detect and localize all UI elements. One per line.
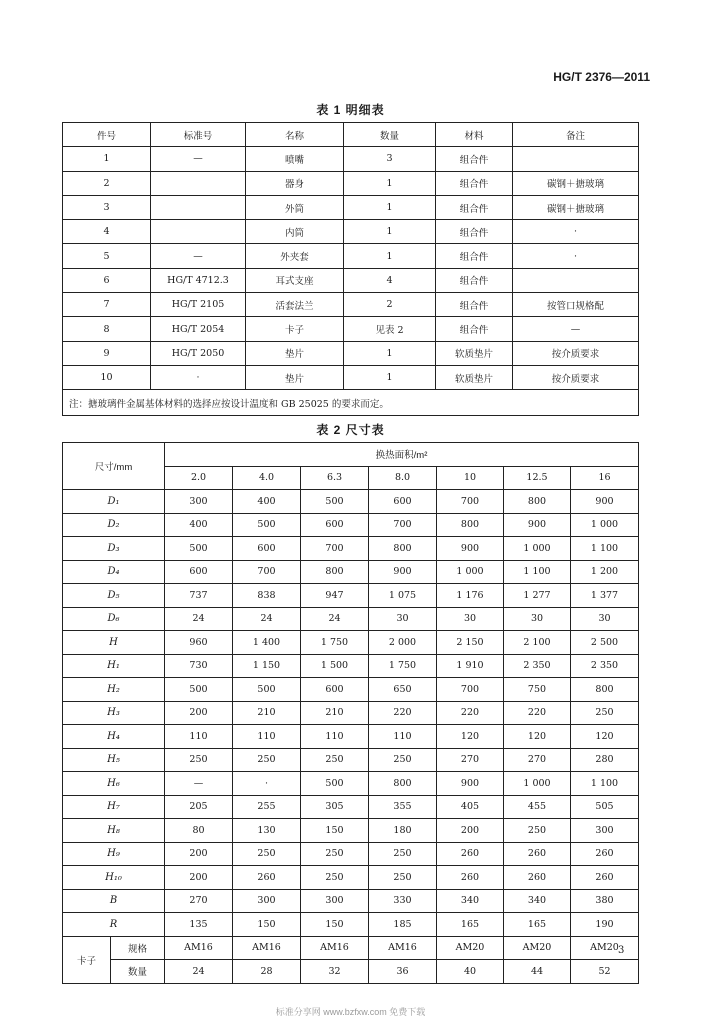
- clamp-row-label: 规格: [111, 936, 165, 960]
- table-row: [63, 584, 639, 608]
- dimension-label: H₁: [63, 654, 165, 678]
- table-cell: 30: [504, 607, 571, 631]
- table-cell: 900: [571, 490, 639, 514]
- area-column-header: 8.0: [369, 466, 437, 490]
- table-cell: ·: [513, 244, 639, 268]
- table-cell: 400: [233, 490, 301, 514]
- table-cell: 280: [571, 748, 639, 772]
- table-row: [63, 936, 639, 960]
- table-cell: 250: [233, 748, 301, 772]
- table1-caption: 表 1 明细表: [316, 103, 385, 117]
- area-column-header: 10: [437, 466, 504, 490]
- table-cell: 800: [369, 772, 437, 796]
- table-cell: 36: [369, 960, 437, 984]
- table-row: [63, 220, 639, 244]
- table-cell: 1: [344, 341, 436, 365]
- table-cell: 210: [233, 701, 301, 725]
- table-cell: 838: [233, 584, 301, 608]
- table-cell: 400: [165, 513, 233, 537]
- table-cell: 210: [301, 701, 369, 725]
- table-cell: 24: [165, 960, 233, 984]
- dimension-label: D₅: [63, 584, 165, 608]
- table-cell: 24: [165, 607, 233, 631]
- table-row: [63, 889, 639, 913]
- dimension-label: D₆: [63, 607, 165, 631]
- table-cell: 700: [437, 490, 504, 514]
- table-row: [63, 490, 639, 514]
- table-cell: 30: [437, 607, 504, 631]
- table-cell: AM16: [165, 936, 233, 960]
- table-cell: 800: [369, 537, 437, 561]
- table-cell: 220: [504, 701, 571, 725]
- table-cell: 250: [165, 748, 233, 772]
- table-cell: 1 277: [504, 584, 571, 608]
- table-header-row: [63, 443, 639, 467]
- column-header: 数量: [344, 123, 436, 147]
- table-cell: [151, 220, 246, 244]
- parts-list-table: [62, 122, 639, 416]
- table-cell: 180: [369, 819, 437, 843]
- table-cell: 305: [301, 795, 369, 819]
- table-cell: 300: [301, 889, 369, 913]
- table-cell: HG/T 2050: [151, 341, 246, 365]
- table-cell: 500: [301, 772, 369, 796]
- table-row: [63, 913, 639, 937]
- table-cell: 500: [233, 678, 301, 702]
- column-header: 材料: [436, 123, 513, 147]
- table-cell: 4: [344, 268, 436, 292]
- table-cell: 1 750: [301, 631, 369, 655]
- clamp-group-label: 卡子: [63, 936, 111, 983]
- page-number: 3: [618, 945, 625, 956]
- area-column-header: 2.0: [165, 466, 233, 490]
- table-cell: 150: [233, 913, 301, 937]
- table-cell: 700: [369, 513, 437, 537]
- table-row: [63, 317, 639, 341]
- dimension-label: H: [63, 631, 165, 655]
- table-cell: 外筒: [246, 195, 344, 219]
- table-cell: 2 000: [369, 631, 437, 655]
- table-cell: 380: [571, 889, 639, 913]
- table-cell: 270: [504, 748, 571, 772]
- table-cell: 300: [233, 889, 301, 913]
- table-row: [63, 607, 639, 631]
- dimension-label: H₈: [63, 819, 165, 843]
- table-cell: 8: [63, 317, 151, 341]
- table-cell: 7: [63, 293, 151, 317]
- table-cell: 260: [233, 866, 301, 890]
- table-cell: 1 000: [437, 560, 504, 584]
- dimension-label: D₂: [63, 513, 165, 537]
- table-cell: 300: [571, 819, 639, 843]
- table-cell: 1 100: [571, 772, 639, 796]
- table-cell: 900: [369, 560, 437, 584]
- table-row: [63, 701, 639, 725]
- dimension-label: H₅: [63, 748, 165, 772]
- table-row: [63, 195, 639, 219]
- corner-header: 尺寸/mm: [63, 443, 165, 490]
- table-cell: 750: [504, 678, 571, 702]
- table-cell: 110: [369, 725, 437, 749]
- table-cell: 2 350: [571, 654, 639, 678]
- table-cell: 1 200: [571, 560, 639, 584]
- table-cell: 120: [437, 725, 504, 749]
- table-cell: 2: [344, 293, 436, 317]
- table-cell: 250: [504, 819, 571, 843]
- table-cell: 135: [165, 913, 233, 937]
- table-cell: 250: [571, 701, 639, 725]
- table-cell: 3: [344, 147, 436, 171]
- table-cell: HG/T 4712.3: [151, 268, 246, 292]
- table-cell: 按介质要求: [513, 341, 639, 365]
- dimension-table: [62, 442, 639, 984]
- table-cell: 250: [301, 842, 369, 866]
- table-cell: 255: [233, 795, 301, 819]
- table-cell: 1 000: [571, 513, 639, 537]
- table-cell: 250: [233, 842, 301, 866]
- table-cell: 150: [301, 913, 369, 937]
- table-cell: 120: [571, 725, 639, 749]
- table-row: [63, 341, 639, 365]
- table-cell: 1: [344, 171, 436, 195]
- table-cell: 700: [233, 560, 301, 584]
- table-cell: 组合件: [436, 147, 513, 171]
- table-cell: 80: [165, 819, 233, 843]
- table-cell: 内筒: [246, 220, 344, 244]
- table-cell: 垫片: [246, 341, 344, 365]
- table-row: [63, 537, 639, 561]
- table-cell: 800: [504, 490, 571, 514]
- dimension-label: H₆: [63, 772, 165, 796]
- table-cell: —: [151, 244, 246, 268]
- table-cell: 软质垫片: [436, 341, 513, 365]
- table-cell: 见表 2: [344, 317, 436, 341]
- table-cell: 110: [301, 725, 369, 749]
- table-row: [63, 960, 639, 984]
- table-row: [63, 842, 639, 866]
- table-cell: 24: [301, 607, 369, 631]
- table-cell: HG/T 2105: [151, 293, 246, 317]
- table-cell: 340: [437, 889, 504, 913]
- table-cell: 737: [165, 584, 233, 608]
- table-cell: 30: [571, 607, 639, 631]
- table-cell: [151, 195, 246, 219]
- table-row: [63, 772, 639, 796]
- table-cell: 32: [301, 960, 369, 984]
- table-header-row: [63, 123, 639, 147]
- table-cell: 1 750: [369, 654, 437, 678]
- table-cell: 260: [437, 866, 504, 890]
- table-row: [63, 678, 639, 702]
- table-cell: 900: [504, 513, 571, 537]
- table-row: [63, 365, 639, 389]
- table-cell: 900: [437, 772, 504, 796]
- table-cell: 650: [369, 678, 437, 702]
- table-cell: 165: [504, 913, 571, 937]
- table-cell: 组合件: [436, 195, 513, 219]
- dimension-label: R: [63, 913, 165, 937]
- area-column-header: 6.3: [301, 466, 369, 490]
- table-cell: 270: [165, 889, 233, 913]
- table-cell: 165: [437, 913, 504, 937]
- table-cell: 800: [571, 678, 639, 702]
- table-cell: 455: [504, 795, 571, 819]
- table-cell: 喷嘴: [246, 147, 344, 171]
- table-cell: 1: [344, 365, 436, 389]
- table-cell: 1 400: [233, 631, 301, 655]
- table-cell: 600: [369, 490, 437, 514]
- table-cell: 250: [301, 866, 369, 890]
- table-cell: 330: [369, 889, 437, 913]
- table-cell: 405: [437, 795, 504, 819]
- dimension-label: D₃: [63, 537, 165, 561]
- table-cell: 340: [504, 889, 571, 913]
- column-header: 标准号: [151, 123, 246, 147]
- table-cell: 250: [369, 748, 437, 772]
- table-row: [63, 748, 639, 772]
- table-cell: 2: [63, 171, 151, 195]
- area-column-header: 12.5: [504, 466, 571, 490]
- table-cell: 250: [369, 842, 437, 866]
- table2-caption: 表 2 尺寸表: [316, 423, 385, 437]
- table-cell: 600: [301, 513, 369, 537]
- table-cell: 28: [233, 960, 301, 984]
- table-cell: 250: [301, 748, 369, 772]
- table-cell: 500: [165, 537, 233, 561]
- table-cell: 1 150: [233, 654, 301, 678]
- table-row: [63, 244, 639, 268]
- table-cell: 组合件: [436, 244, 513, 268]
- table-cell: 500: [233, 513, 301, 537]
- table-cell: 1: [344, 244, 436, 268]
- table-cell: 200: [437, 819, 504, 843]
- dimension-body: [63, 443, 639, 984]
- table-cell: HG/T 2054: [151, 317, 246, 341]
- table-cell: 组合件: [436, 317, 513, 341]
- table-cell: —: [151, 147, 246, 171]
- table-cell: 30: [369, 607, 437, 631]
- table-row: [63, 560, 639, 584]
- column-header: 名称: [246, 123, 344, 147]
- dimension-label: H₃: [63, 701, 165, 725]
- table-cell: 600: [301, 678, 369, 702]
- table-cell: 220: [437, 701, 504, 725]
- watermark-text: 标准分享网 www.bzfxw.com 免费下载: [275, 1007, 426, 1017]
- table-cell: 730: [165, 654, 233, 678]
- table-cell: 120: [504, 725, 571, 749]
- table-row: [63, 654, 639, 678]
- table-note: 注：搪玻璃件金属基体材料的选择应按设计温度和 GB 25025 的要求而定。: [63, 390, 639, 416]
- dimension-label: H₉: [63, 842, 165, 866]
- table-cell: 外夹套: [246, 244, 344, 268]
- table-cell: 1: [344, 195, 436, 219]
- document-code: HG/T 2376—2011: [553, 70, 650, 84]
- table-cell: 505: [571, 795, 639, 819]
- table-row: [63, 819, 639, 843]
- table-cell: 碳钢＋搪玻璃: [513, 171, 639, 195]
- table-row: [63, 171, 639, 195]
- table-cell: 900: [437, 537, 504, 561]
- table-cell: 500: [165, 678, 233, 702]
- table-cell: —: [513, 317, 639, 341]
- table-row: [63, 513, 639, 537]
- table-cell: 组合件: [436, 220, 513, 244]
- table-cell: [513, 147, 639, 171]
- table-cell: 200: [165, 701, 233, 725]
- table-cell: 组合件: [436, 293, 513, 317]
- table-cell: 110: [233, 725, 301, 749]
- table-cell: 300: [165, 490, 233, 514]
- table-cell: 耳式支座: [246, 268, 344, 292]
- table-cell: 按介质要求: [513, 365, 639, 389]
- table-cell: 260: [504, 842, 571, 866]
- table-cell: 260: [437, 842, 504, 866]
- table-cell: 40: [437, 960, 504, 984]
- table-cell: 250: [369, 866, 437, 890]
- table-cell: 垫片: [246, 365, 344, 389]
- table-cell: 1 100: [571, 537, 639, 561]
- table-cell: 2 350: [504, 654, 571, 678]
- table-cell: 500: [301, 490, 369, 514]
- table-cell: AM16: [233, 936, 301, 960]
- table-cell: 130: [233, 819, 301, 843]
- table-cell: 3: [63, 195, 151, 219]
- table-cell: 活套法兰: [246, 293, 344, 317]
- table-cell: 1 500: [301, 654, 369, 678]
- table-cell: 1 176: [437, 584, 504, 608]
- table-cell: 软质垫片: [436, 365, 513, 389]
- table-row: [63, 725, 639, 749]
- dimension-label: D₁: [63, 490, 165, 514]
- table-cell: 260: [504, 866, 571, 890]
- table-cell: 260: [571, 866, 639, 890]
- table-cell: 1 000: [504, 537, 571, 561]
- dimension-label: H₄: [63, 725, 165, 749]
- table-cell: 947: [301, 584, 369, 608]
- table-cell: 9: [63, 341, 151, 365]
- clamp-row-label: 数量: [111, 960, 165, 984]
- table-row: [63, 268, 639, 292]
- table-cell: 600: [165, 560, 233, 584]
- table-cell: 1 377: [571, 584, 639, 608]
- area-column-header: 4.0: [233, 466, 301, 490]
- table-cell: 2 100: [504, 631, 571, 655]
- dimension-label: H₁₀: [63, 866, 165, 890]
- table-cell: AM16: [301, 936, 369, 960]
- table-cell: 600: [233, 537, 301, 561]
- table-cell: 800: [301, 560, 369, 584]
- table-cell: 4: [63, 220, 151, 244]
- table-row: [63, 293, 639, 317]
- dimension-label: D₄: [63, 560, 165, 584]
- table-cell: 24: [233, 607, 301, 631]
- table-cell: 6: [63, 268, 151, 292]
- table-cell: 190: [571, 913, 639, 937]
- table-cell: 10: [63, 365, 151, 389]
- table-cell: 1 075: [369, 584, 437, 608]
- table-cell: AM20: [571, 936, 639, 960]
- table-cell: 220: [369, 701, 437, 725]
- table-cell: 按管口规格配: [513, 293, 639, 317]
- dimension-label: H₂: [63, 678, 165, 702]
- table-row: [63, 147, 639, 171]
- table-row: [63, 631, 639, 655]
- table-cell: AM20: [504, 936, 571, 960]
- dimension-label: H₇: [63, 795, 165, 819]
- table-cell: 器身: [246, 171, 344, 195]
- table-cell: AM16: [369, 936, 437, 960]
- table-cell: 200: [165, 842, 233, 866]
- area-group-header: 换热面积/m²: [165, 443, 639, 467]
- table-cell: 碳钢＋搪玻璃: [513, 195, 639, 219]
- table-cell: 150: [301, 819, 369, 843]
- table-cell: 1: [344, 220, 436, 244]
- table-cell: AM20: [437, 936, 504, 960]
- table-cell: 1 910: [437, 654, 504, 678]
- table-cell: 355: [369, 795, 437, 819]
- table-cell: 185: [369, 913, 437, 937]
- table-row: [63, 866, 639, 890]
- table-cell: ·: [233, 772, 301, 796]
- dimension-label: B: [63, 889, 165, 913]
- table-cell: 260: [571, 842, 639, 866]
- table-cell: 1 000: [504, 772, 571, 796]
- table-cell: 52: [571, 960, 639, 984]
- table-cell: 组合件: [436, 268, 513, 292]
- area-column-header: 16: [571, 466, 639, 490]
- table-cell: 110: [165, 725, 233, 749]
- table-cell: 2 150: [437, 631, 504, 655]
- table-note-row: [63, 390, 639, 416]
- table-cell: 700: [301, 537, 369, 561]
- parts-list-body: [63, 123, 639, 416]
- table-cell: ·: [151, 365, 246, 389]
- table-cell: 200: [165, 866, 233, 890]
- table-cell: 组合件: [436, 171, 513, 195]
- table-cell: ·: [513, 220, 639, 244]
- table-cell: 1: [63, 147, 151, 171]
- table-cell: —: [165, 772, 233, 796]
- column-header: 件号: [63, 123, 151, 147]
- table-cell: 205: [165, 795, 233, 819]
- column-header: 备注: [513, 123, 639, 147]
- table-cell: 卡子: [246, 317, 344, 341]
- table-cell: 800: [437, 513, 504, 537]
- table-cell: 5: [63, 244, 151, 268]
- table-cell: 270: [437, 748, 504, 772]
- table-row: [63, 795, 639, 819]
- table-cell: 1 100: [504, 560, 571, 584]
- table-cell: 700: [437, 678, 504, 702]
- table-cell: [151, 171, 246, 195]
- table-cell: [513, 268, 639, 292]
- table-cell: 960: [165, 631, 233, 655]
- table-cell: 2 500: [571, 631, 639, 655]
- table-cell: 44: [504, 960, 571, 984]
